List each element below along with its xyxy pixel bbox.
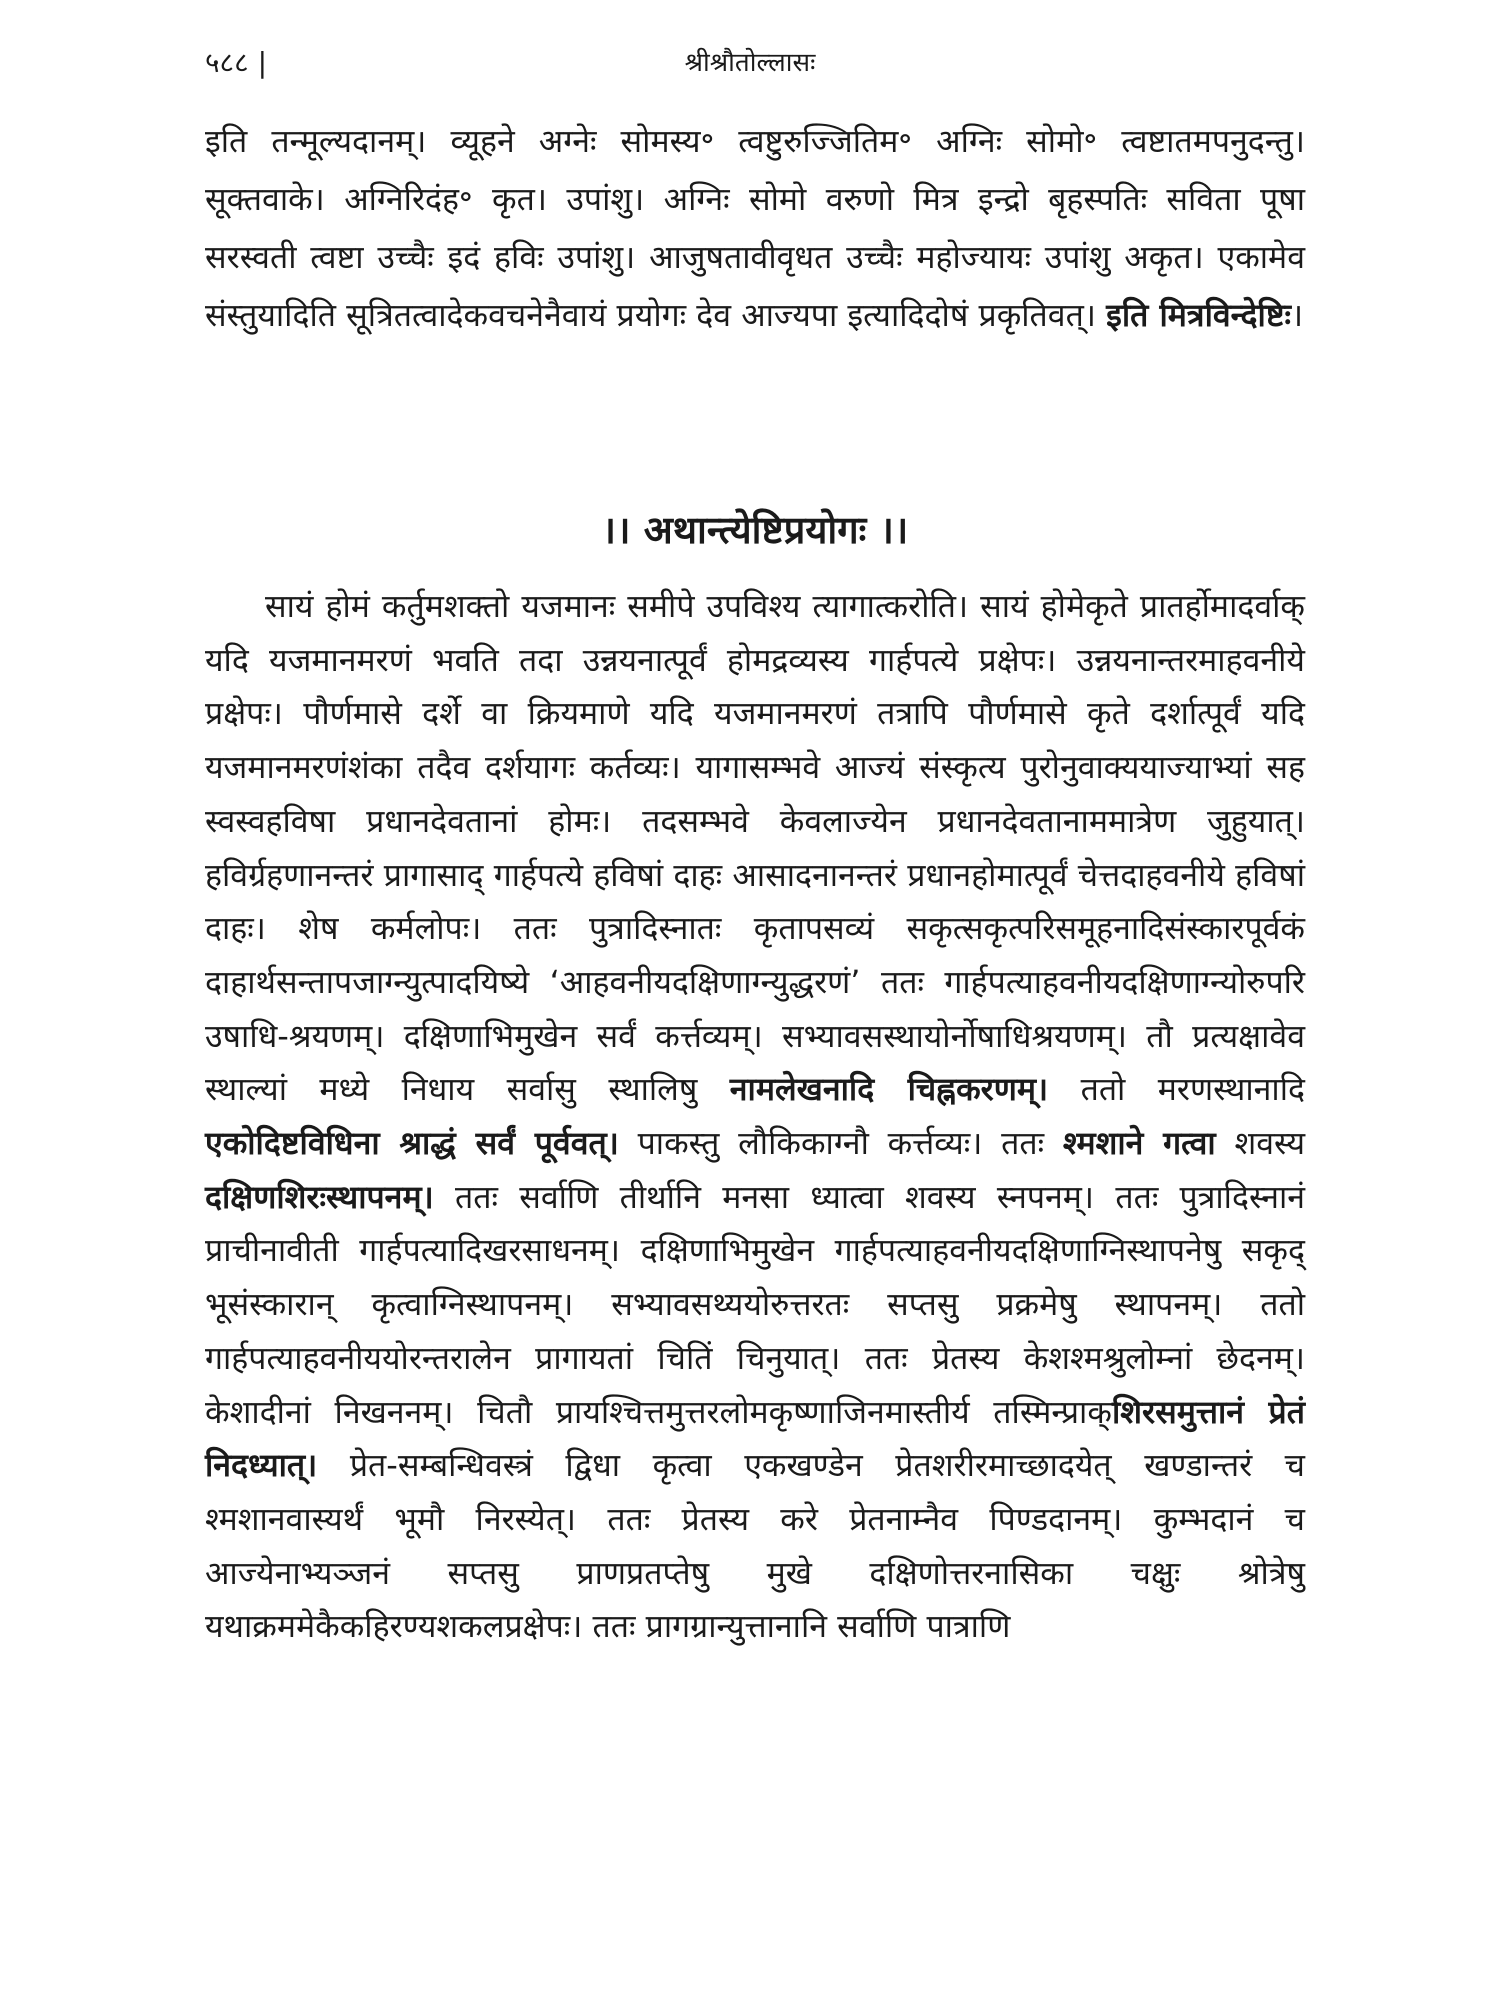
paragraph-antyeshti-procedure (205, 580, 1305, 1654)
bold-phrase: श्मशाने गत्वा (1062, 1124, 1216, 1163)
bold-phrase: नामलेखनादि चिह्नकरणम्। (729, 1070, 1049, 1109)
bold-phrase: एकोदिष्टविधिना श्राद्धं सर्वं पूर्ववत्। (205, 1124, 619, 1163)
paragraph-text: प्रेत-सम्बन्धिवस्त्रं द्विधा कृत्वा एकखण्डेन प्रेतशरीरमाच्छादयेत् खण्डान्तरं च श्मशानवास्यर्थं भूमौ निरस्येत्। ततः प्रेतस्य करे प्रेतनाम्नैव पिण्डदानम्। कुम्भदानं च आज्येनाभ्यञ्जनं सप्तसु प्राणप्रतप्तेषु मुखे दक्षिणोत्तरनासिका चक्षुः श्रोत्रेषु यथाक्रममेकैकहिरण्यशकलप्रक्षेपः। ततः प्रागग्रान्युत्तानानि सर्वाणि पात्राणि (205, 1446, 1306, 1646)
paragraph-text: पाकस्तु लौकिकाग्नौ कर्त्तव्यः। ततः (637, 1124, 1045, 1163)
paragraph-text: ततो मरणस्थानादि (1080, 1070, 1305, 1109)
running-title: श्रीश्रौतोल्लासः (684, 48, 816, 78)
paragraph-mitravinda-ishti (205, 112, 1305, 344)
bold-phrase: दक्षिणशिरःस्थापनम्। (205, 1177, 434, 1216)
page-number: ५८८ | (205, 46, 268, 79)
bold-phrase-conclusion: इति मित्रविन्देष्टिः (1106, 296, 1291, 334)
paragraph-text: ततः सर्वाणि तीर्थानि मनसा ध्यात्वा शवस्य स्नपनम्। ततः पुत्रादिस्नानं प्राचीनावीती गार्हपत्यादिखरसाधनम्। दक्षिणाभिमुखेन गार्हपत्याहवनीयदक्षिणाग्निस्थापनेषु सकृद् भूसंस्कारान् कृत्वाग्निस्थापनम्। सभ्यावसथ्ययोरुत्तरतः सप्तसु प्रक्रमेषु स्थापनम्। ततो गार्हपत्याहवनीययोरन्तरालेन प्रागायतां चितिं चिनुयात्। ततः प्रेतस्य केशश्मश्रुलोम्नां छेदनम्। केशादीनां निखननम्। चितौ प्रायश्चित्तमुत्तरलोमकृष्णाजिनमास्तीर्य तस्मिन्प्राक् (205, 1177, 1305, 1431)
section-heading: ।। अथान्त्येष्टिप्रयोगः ।। (601, 508, 909, 552)
bold-phrase: शिरसमुत्तानं प्रेतं निदध्यात्। (205, 1392, 1305, 1485)
danda: । (1291, 296, 1304, 334)
running-header (205, 38, 1295, 88)
paragraph-text: इति तन्मूल्यदानम्। व्यूहने अग्नेः सोमस्य॰ त्वष्टुरुज्जितिम॰ अग्निः सोमो॰ त्वष्टातमपनुदन्तु। सूक्तवाके। अग्निरिदंह॰ कृत। उपांशु। अग्निः सोमो वरुणो मित्र इन्द्रो बृहस्पतिः सविता पूषा सरस्वती त्वष्टा उच्चैः इदं हविः उपांशु। आजुषतावीवृधत उच्चैः महोज्यायः उपांशु अकृत। एकामेव संस्तुयादिति सूत्रितत्वादेकवचनेनैवायं प्रयोगः देव आज्यपा इत्यादिदोषं प्रकृतिवत्। (205, 122, 1305, 334)
paragraph-text: सायं होमं कर्तुमशक्तो यजमानः समीपे उपविश्य त्यागात्करोति। सायं होमेकृते प्रातर्होमादर्वाक् यदि यजमानमरणं भवति तदा उन्नयनात्पूर्वं होमद्रव्यस्य गार्हपत्ये प्रक्षेपः। उन्नयनान्तरमाहवनीये प्रक्षेपः। पौर्णमासे दर्शे वा क्रियमाणे यदि यजमानमरणं तत्रापि पौर्णमासे कृते दर्शात्पूर्वं यदि यजमानमरणंशंका तदैव दर्शयागः कर्तव्यः। यागासम्भवे आज्यं संस्कृत्य पुरोनुवाक्ययाज्याभ्यां सह स्वस्वहविषा प्रधानदेवतानां होमः। तदसम्भवे केवलाज्येन प्रधानदेवतानाममात्रेण जुहुयात्। हविर्ग्रहणानन्तरं प्रागासाद् गार्हपत्ये हविषां दाहः आसादनानन्तरं प्रधानहोमात्पूर्वं चेत्तदाहवनीये हविषां दाहः। शेष कर्मलोपः। ततः पुत्रादिस्नातः कृतापसव्यं सकृत्सकृत्परिसमूहनादिसंस्कारपूर्वकं दाहार्थसन्तापजाग्न्युत्पादयिष्ये ‘आहवनीयदक्षिणाग्न्युद्धरणं’ ततः गार्हपत्याहवनीयदक्षिणाग्न्योरुपरि उषाधि-श्रयणम्। दक्षिणाभिमुखेन सर्वं कर्त्तव्यम्। सभ्यावसस्थायोर्नोषाधिश्रयणम्। तौ प्रत्यक्षावेव स्थाल्यां मध्ये निधाय सर्वासु स्थालिषु (205, 587, 1305, 1109)
paragraph-text: शवस्य (1234, 1124, 1306, 1163)
